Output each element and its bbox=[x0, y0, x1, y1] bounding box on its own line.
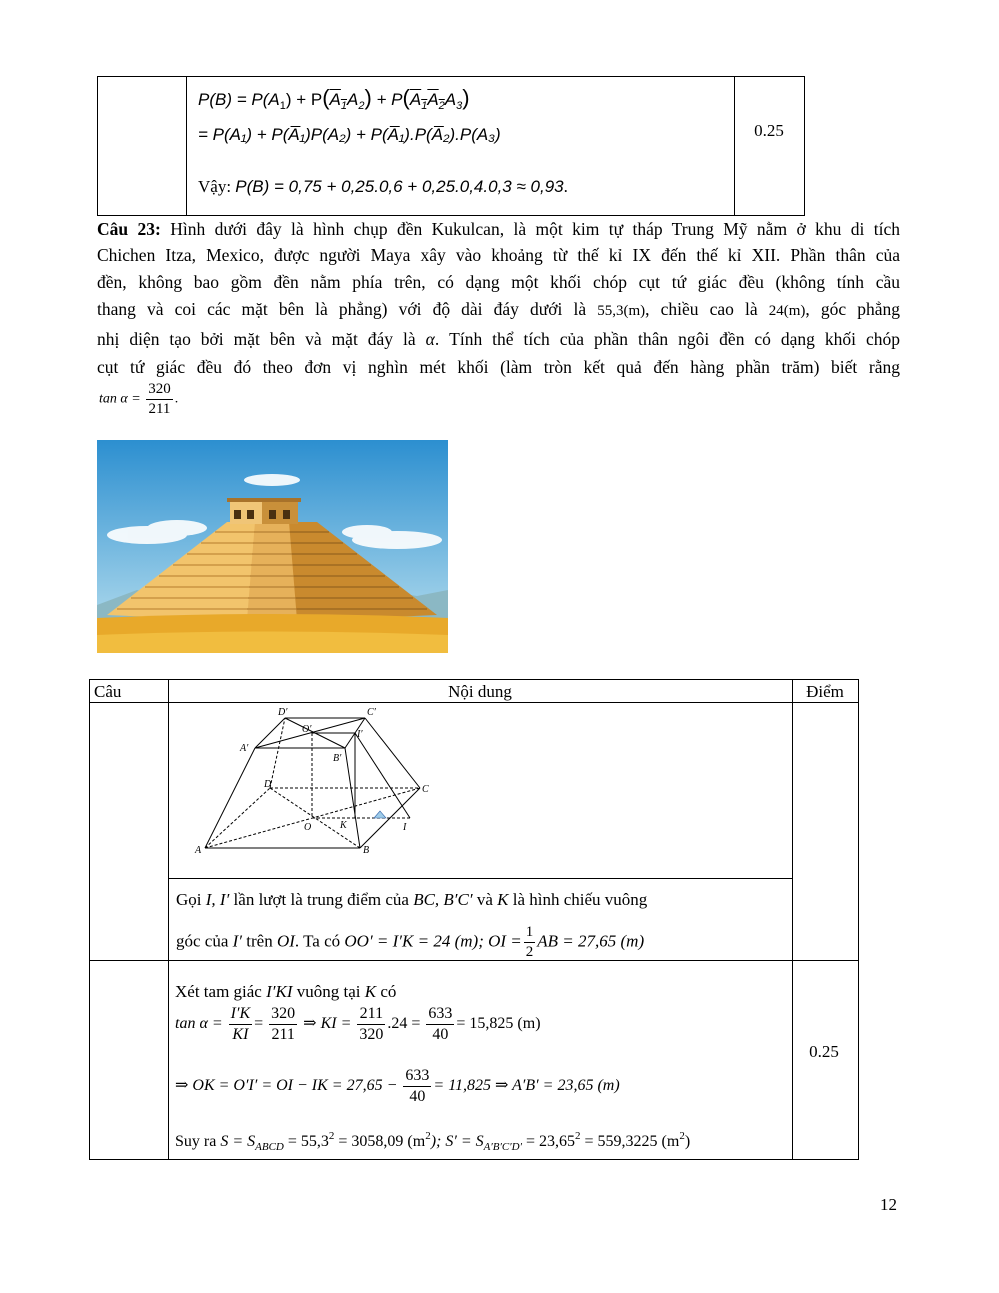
fig-label-O: O bbox=[304, 822, 312, 833]
eq1-term-sub: 3 bbox=[456, 100, 463, 112]
answer-table-continuation bbox=[89, 960, 859, 1160]
fig-label-C-prime: C′ bbox=[367, 707, 376, 718]
probability-equation-2: = P(A₁) + P(A̅₁)P(A₂) + P(A̅₁).P(A̅₂).P(A₃) bbox=[198, 125, 501, 144]
question-line-3: đền, không bao gồm đền nằm phía trên, có dạng một khối chóp cụt tứ giác đều (không tính cầu bbox=[97, 272, 900, 292]
tan-numerator: 320 bbox=[146, 382, 173, 400]
height-value: 24(m) bbox=[768, 303, 806, 319]
solution-line-1: Gọi I, I′ lần lượt là trung điểm của BC, B′C′ và K là hình chiếu vuông bbox=[176, 890, 648, 909]
question-text: . Tính thể tích của phần thân ngôi đền có dạng khối chóp bbox=[434, 329, 900, 349]
question-text: thang và coi các mặt bên là phẳng) với độ dài đáy dưới là bbox=[97, 299, 598, 319]
question-text: , góc phẳng bbox=[805, 299, 900, 319]
fig-label-A: A bbox=[195, 845, 202, 853]
pyramid-illustration bbox=[97, 440, 448, 653]
fig-label-I: I bbox=[403, 822, 407, 833]
answer-table bbox=[89, 679, 859, 961]
eq1-plus: + P bbox=[371, 90, 403, 109]
frustum-figure bbox=[190, 703, 450, 853]
probability-equation-1: $P(B) = P(A_1) + P(A_1A_2) + P(A_1A_2A_3)$ bbox=[198, 85, 470, 112]
base-length: 55,3(m) bbox=[597, 303, 646, 319]
eq1-plus: ) + P bbox=[285, 90, 323, 109]
solution-line-5: ⇒ OK = O′I′ = OI − IK = 27,65 − $\frac{633}{40}$ = 11,825 ⇒ A′B′ = 23,65 (m) bbox=[175, 1067, 620, 1105]
eq1-term: A bbox=[329, 90, 341, 109]
question-text: , chiều cao là bbox=[645, 299, 769, 319]
eq1-term-sub: 1 bbox=[340, 100, 348, 112]
alpha-symbol: α bbox=[425, 329, 435, 349]
angle-alpha-icon bbox=[374, 811, 386, 818]
fig-label-D: D bbox=[264, 779, 272, 790]
top-table bbox=[97, 76, 805, 216]
question-line-6: cụt tứ giác đều đó theo đơn vị nghìn mét khối (làm tròn kết quả đến hàng phần trăm) biết rằng bbox=[97, 357, 900, 377]
eq1-term: A bbox=[347, 90, 359, 109]
eq1-term-sub: 1 bbox=[421, 100, 428, 112]
question-text: Hình dưới đây là hình chụp đền Kukulcan, là một kim tự tháp Trung Mỹ nằm ở khu di tích bbox=[170, 219, 900, 239]
header-cau: Câu bbox=[94, 682, 122, 701]
tan-alpha-given: tan α = $\frac{320}{211}$ . bbox=[99, 381, 179, 417]
fig-label-I-prime: I′ bbox=[357, 729, 363, 740]
question-line-1 bbox=[97, 219, 900, 240]
solution-line-2: góc của I′ trên OI. Ta có OO′ = I′K = 24 (m); OI = $\frac{1}{2}$ AB = 27,65 (m) bbox=[176, 924, 645, 960]
col-divider-1 bbox=[168, 680, 169, 960]
tan-denominator: 211 bbox=[148, 401, 171, 417]
conclusion-line: Vậy: P(B) = 0,75 + 0,25.0,6 + 0,25.0,4.0,3 ≈ 0,93. bbox=[198, 177, 568, 196]
header-noi-dung: Nội dung bbox=[448, 682, 512, 701]
eq1-term-sub: 2 bbox=[438, 100, 445, 112]
col-divider-2 bbox=[792, 680, 793, 960]
row-divider bbox=[168, 878, 792, 879]
question-label: Câu 23: bbox=[97, 219, 161, 239]
solution-line-4: tan α = $\frac{I'K}{KI}$ = $\frac{320}{211}$ ⇒ KI = $\frac{211}{320}$ .24 = $\frac{633}{40}$ = 15,825 (m) bbox=[175, 1005, 541, 1043]
fig-label-B: B bbox=[363, 845, 370, 853]
fig-label-C: C bbox=[422, 784, 429, 795]
fig-label-D-prime: D′ bbox=[278, 707, 288, 718]
header-diem: Điểm bbox=[806, 682, 844, 701]
fig-label-K: K bbox=[340, 820, 347, 831]
fig-label-O-prime: O′ bbox=[302, 724, 312, 735]
fig-label-A-prime: A′ bbox=[240, 743, 249, 754]
conclusion-label: Vậy: bbox=[198, 177, 232, 196]
top-table-col-divider-2 bbox=[734, 77, 735, 215]
eq1-term-sub: 2 bbox=[358, 100, 365, 112]
answer-score: 0.25 bbox=[809, 1042, 839, 1061]
kukulcan-pyramid-image bbox=[97, 440, 448, 653]
solution-line-6: Suy ra $S = S_{ABCD} = 55,3^2 = 3058,09$ $(m^2)$; $S' = S_{A'B'C'D'} = 23,65^2 = 559,3225$ $(m^2)$ bbox=[175, 1130, 691, 1153]
eq1-term: A bbox=[409, 90, 422, 109]
question-line-2: Chichen Itza, Mexico, được người Maya xây vào khoảng từ thế kỉ IX đến thế kỉ XII. Phần thân của bbox=[97, 245, 900, 265]
question-line-4 bbox=[97, 299, 900, 320]
conclusion-expression: P(B) = 0,75 + 0,25.0,6 + 0,25.0,4.0,3 ≈ 0,93 bbox=[235, 177, 564, 196]
page-number: 12 bbox=[880, 1195, 897, 1214]
eq1-term: A bbox=[427, 90, 439, 109]
tan-lhs: tan α = bbox=[99, 391, 141, 407]
top-score: 0.25 bbox=[754, 121, 784, 140]
question-line-5 bbox=[97, 329, 900, 350]
top-table-col-divider-1 bbox=[186, 77, 187, 215]
eq1-term: A bbox=[444, 90, 457, 109]
eq1-lhs: P(B) = P(A bbox=[198, 90, 280, 109]
question-text: nhị diện tạo bởi mặt bên và mặt đáy là bbox=[97, 329, 426, 349]
solution-line-3: Xét tam giác I′KI vuông tại K có bbox=[175, 982, 397, 1001]
eq1-sub: 1 bbox=[279, 100, 286, 112]
fig-label-B-prime: B′ bbox=[333, 753, 342, 764]
